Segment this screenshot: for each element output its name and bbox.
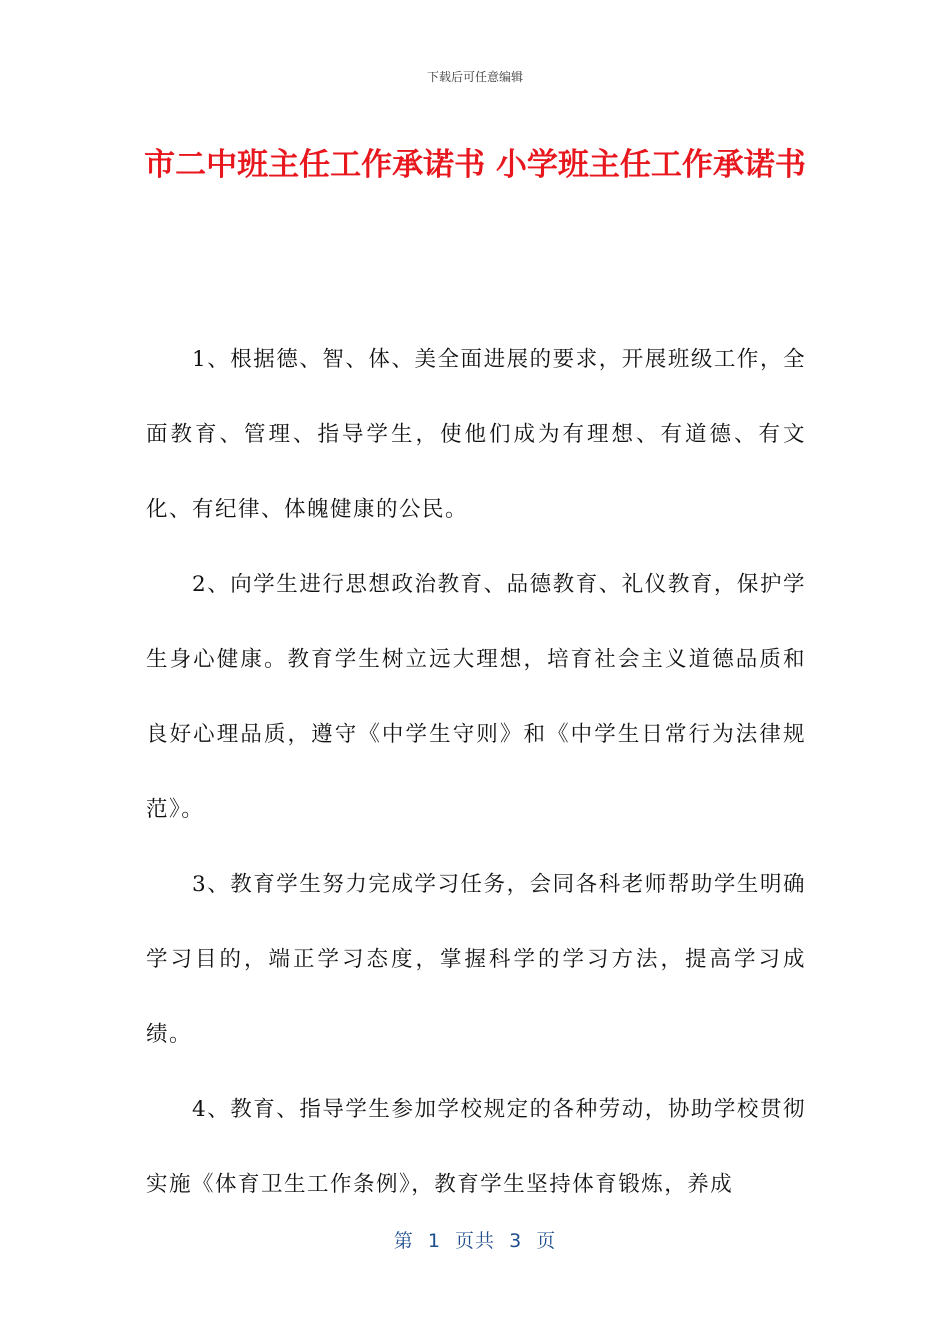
header-note: 下载后可任意编辑 [426,70,523,84]
paragraph-3: 3、教育学生努力完成学习任务，会同各科老师帮助学生明确学习目的，端正学习态度，掌握科学的学习方法，提高学习成绩。 [146,872,806,1047]
paragraph-2: 2、向学生进行思想政治教育、品德教育、礼仪教育，保护学生身心健康。教育学生树立远大理想，培育社会主义道德品质和良好心理品质，遵守《中学生守则》和《中学生日常行为法律规范》。 [146,572,806,822]
document-body [146,322,806,1222]
paragraph-4: 4、教育、指导学生参加学校规定的各种劳动，协助学校贯彻实施《体育卫生工作条例》，教育学生坚持体育锻炼，养成 [146,1097,806,1197]
paragraph-1: 1、根据德、智、体、美全面进展的要求，开展班级工作，全面教育、管理、指导学生，使他们成为有理想、有道德、有文化、有纪律、体魄健康的公民。 [146,347,806,522]
document-title: 市二中班主任工作承诺书 小学班主任工作承诺书 [144,147,806,183]
page-footer: 第 1 页共 3 页 [393,1230,557,1252]
